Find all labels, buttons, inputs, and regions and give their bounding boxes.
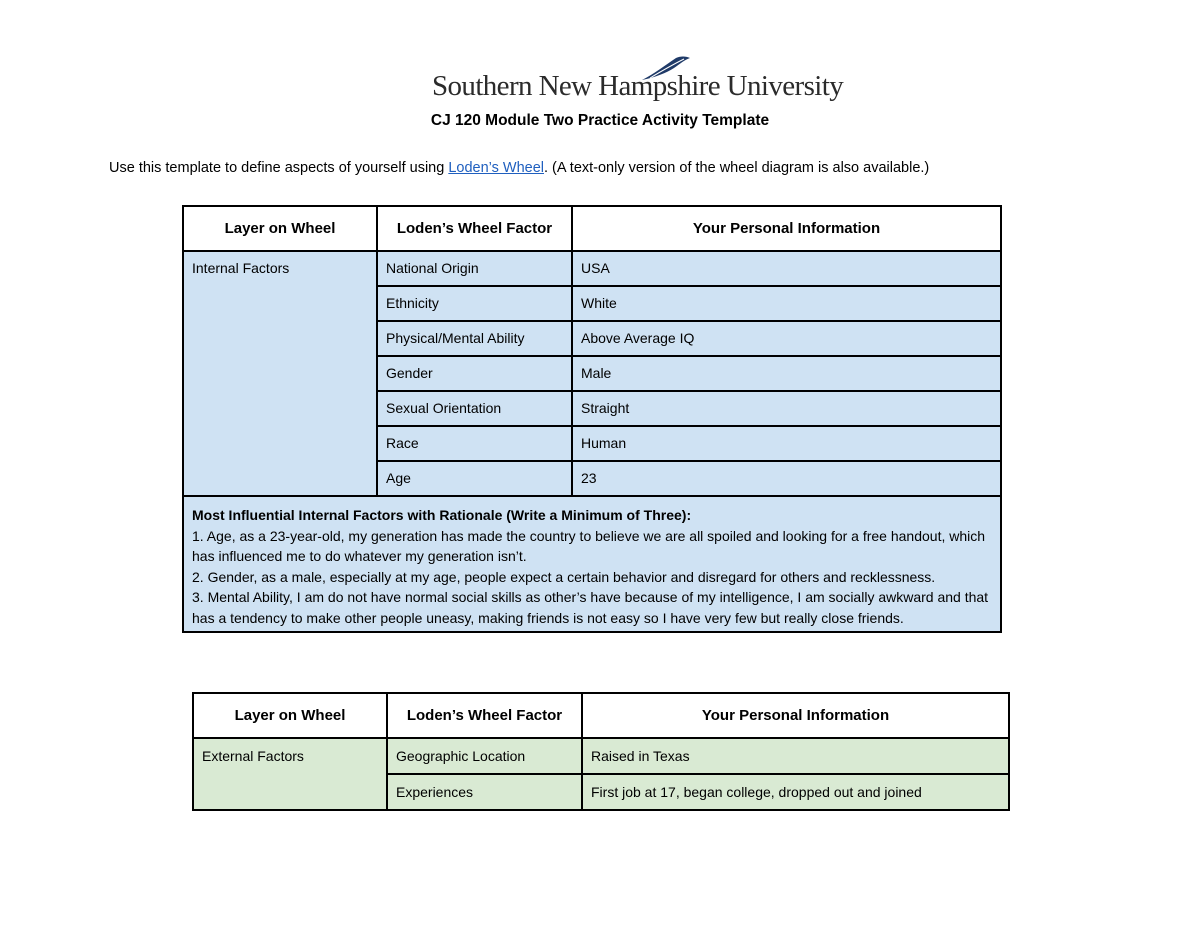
factor-cell: Race <box>377 426 572 461</box>
factor-cell: Physical/Mental Ability <box>377 321 572 356</box>
info-cell[interactable]: Male <box>572 356 1001 391</box>
factor-cell: Ethnicity <box>377 286 572 321</box>
rationale-row <box>183 496 1001 632</box>
header-factor: Loden’s Wheel Factor <box>377 206 572 251</box>
info-cell[interactable]: Straight <box>572 391 1001 426</box>
header-info: Your Personal Information <box>582 693 1009 738</box>
university-logo <box>432 56 844 106</box>
factor-cell: Experiences <box>387 774 582 810</box>
header-layer: Layer on Wheel <box>193 693 387 738</box>
table-header-row <box>193 693 1009 738</box>
layer-cell: External Factors <box>193 738 387 810</box>
factor-cell: Age <box>377 461 572 496</box>
rationale-item-2: 2. Gender, as a male, especially at my age, people expect a certain behavior and disregard for others and recklessness. <box>192 568 936 585</box>
info-cell[interactable]: Above Average IQ <box>572 321 1001 356</box>
info-cell[interactable]: Human <box>572 426 1001 461</box>
factor-cell: Sexual Orientation <box>377 391 572 426</box>
info-cell[interactable]: White <box>572 286 1001 321</box>
rationale-item-1: 1. Age, as a 23-year-old, my generation has made the country to believe we are all spoiled and looking for a free handout, which has influenced me to do whatever my generation isn’t. <box>192 527 986 564</box>
header-layer: Layer on Wheel <box>183 206 377 251</box>
header-info: Your Personal Information <box>572 206 1001 251</box>
info-cell[interactable]: Raised in Texas <box>582 738 1009 774</box>
internal-factors-table <box>182 205 1002 633</box>
rationale-item-3: 3. Mental Ability, I am do not have normal social skills as other’s have because of my intelligence, I am socially awkward and that has a tendency to make other people uneasy, making friends is not easy so I have very few but really close friends. <box>192 589 989 626</box>
rationale-heading: Most Influential Internal Factors with Rationale (Write a Minimum of Three): <box>192 507 692 523</box>
intro-after-link: . (A text-only version of the wheel diagram is also available.) <box>544 160 930 176</box>
table-row <box>193 738 1009 774</box>
page-title: CJ 120 Module Two Practice Activity Template <box>430 112 770 129</box>
layer-cell: Internal Factors <box>183 251 377 496</box>
info-cell[interactable]: First job at 17, began college, dropped out and joined <box>582 774 1009 810</box>
table-header-row <box>183 206 1001 251</box>
factor-cell: Gender <box>377 356 572 391</box>
info-cell[interactable]: 23 <box>572 461 1001 496</box>
header-factor: Loden’s Wheel Factor <box>387 693 582 738</box>
factor-cell: National Origin <box>377 251 572 286</box>
table-row <box>183 251 1001 286</box>
external-factors-table <box>192 692 1010 811</box>
intro-text <box>109 160 929 176</box>
factor-cell: Geographic Location <box>387 738 582 774</box>
intro-before-link: Use this template to define aspects of yourself using <box>109 160 449 176</box>
info-cell[interactable]: USA <box>572 251 1001 286</box>
logo-text: Southern New Hampshire University <box>432 70 844 102</box>
quill-leaf-icon <box>640 56 692 82</box>
rationale-cell[interactable] <box>183 496 1001 632</box>
lodens-wheel-link[interactable]: Loden’s Wheel <box>448 160 544 176</box>
